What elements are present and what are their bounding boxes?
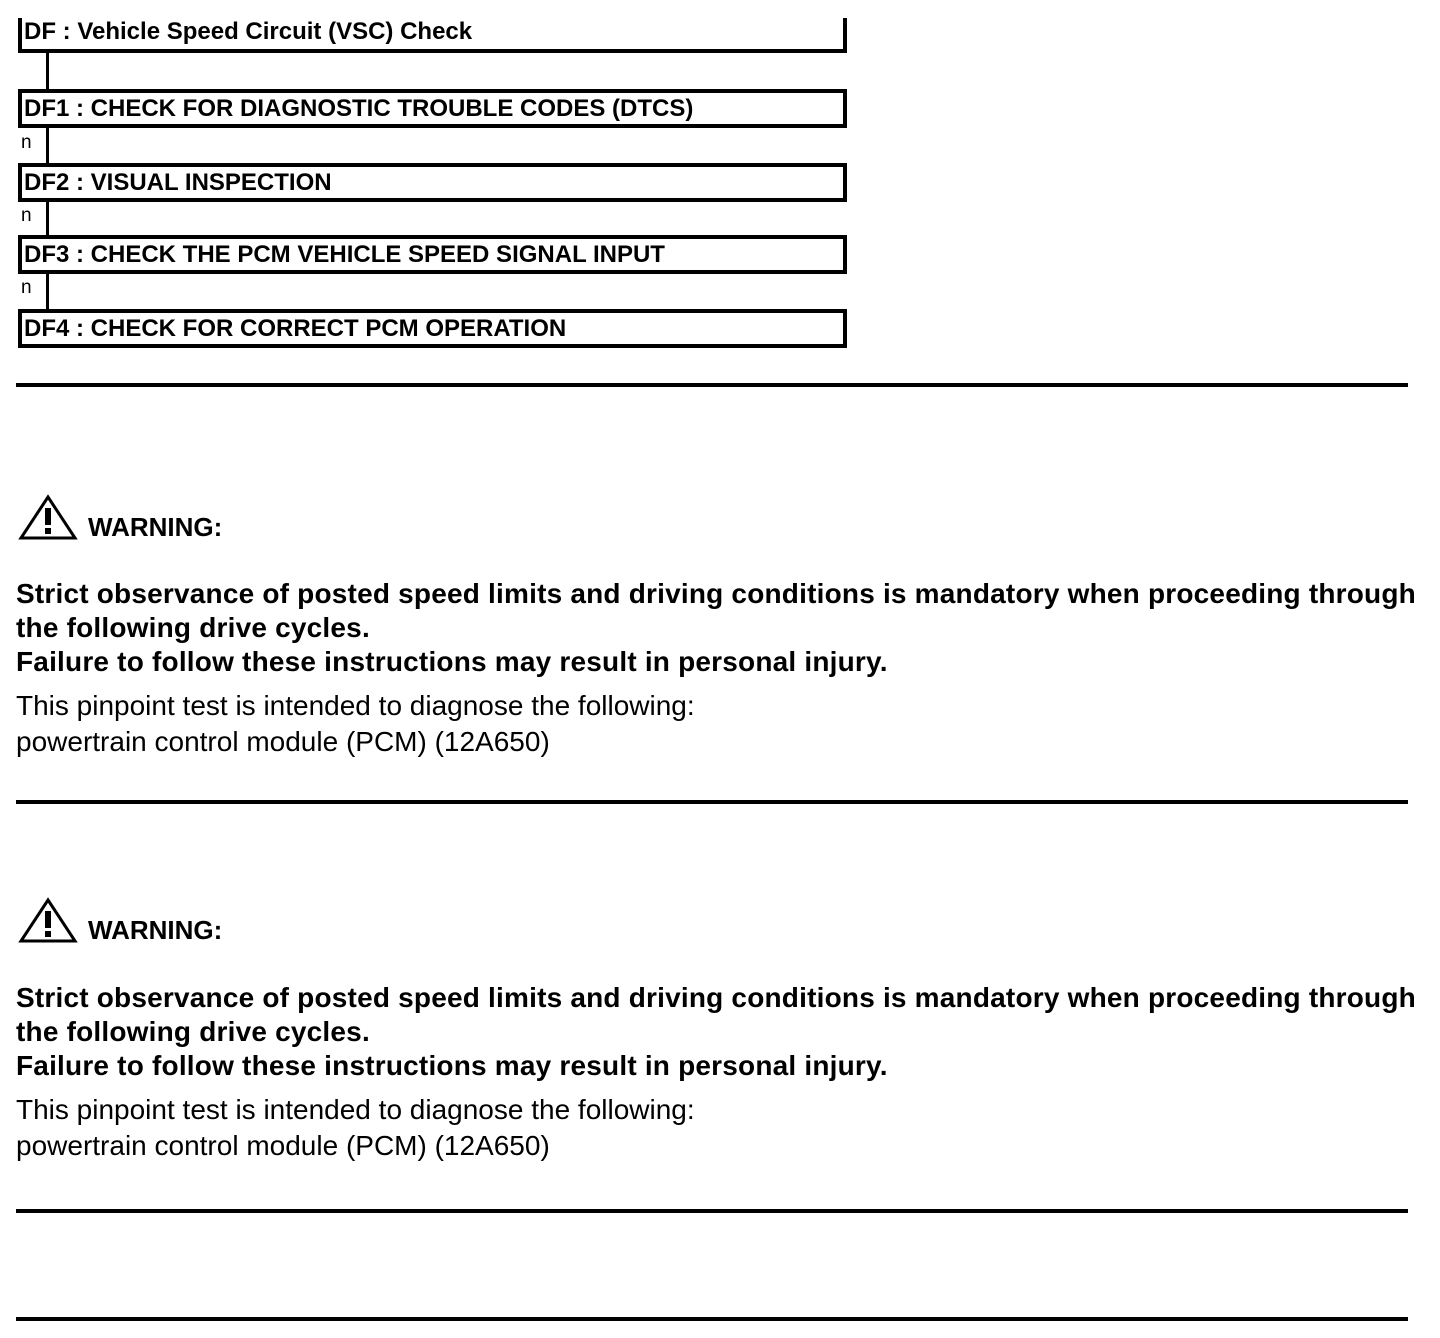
- warning-line: Failure to follow these instructions may result in personal injury.: [16, 646, 888, 677]
- info-item: powertrain control module (PCM) (12A650): [16, 1130, 550, 1161]
- divider: [16, 800, 1408, 804]
- warning-title: WARNING:: [88, 915, 223, 945]
- flow-step-df1: DF1 : CHECK FOR DIAGNOSTIC TROUBLE CODES (DTCS): [18, 89, 847, 128]
- warning-triangle-icon: [18, 494, 78, 542]
- flow-connector: [46, 53, 49, 92]
- connector-label: n: [21, 132, 32, 153]
- warning-text: [16, 577, 1416, 679]
- info-intro: This pinpoint test is intended to diagnose the following:: [16, 1094, 695, 1125]
- warning-line: Strict observance of posted speed limits and driving conditions is mandatory when proceeding through the following drive cycles.: [16, 982, 1416, 1047]
- warning-line: Failure to follow these instructions may result in personal injury.: [16, 1050, 888, 1081]
- divider: [16, 1209, 1408, 1213]
- flow-step-df3: DF3 : CHECK THE PCM VEHICLE SPEED SIGNAL INPUT: [18, 235, 847, 274]
- pinpoint-info: [16, 688, 1416, 760]
- warning-header: [18, 893, 222, 945]
- flow-connector: [46, 125, 49, 165]
- divider: [16, 1317, 1408, 1321]
- pinpoint-info: [16, 1092, 1416, 1164]
- warning-title: WARNING:: [88, 512, 223, 542]
- info-intro: This pinpoint test is intended to diagnose the following:: [16, 690, 695, 721]
- warning-header: [18, 490, 222, 542]
- info-item: powertrain control module (PCM) (12A650): [16, 726, 550, 757]
- connector-label: n: [21, 277, 32, 298]
- warning-triangle-icon: [18, 897, 78, 945]
- flowchart-header: DF : Vehicle Speed Circuit (VSC) Check: [18, 18, 847, 53]
- flow-step-df2: DF2 : VISUAL INSPECTION: [18, 163, 847, 202]
- flow-connector: [46, 271, 49, 311]
- flow-step-df4: DF4 : CHECK FOR CORRECT PCM OPERATION: [18, 309, 847, 348]
- connector-label: n: [21, 205, 32, 226]
- flow-connector: [46, 199, 49, 237]
- warning-text: [16, 981, 1416, 1083]
- warning-line: Strict observance of posted speed limits and driving conditions is mandatory when proceeding through the following drive cycles.: [16, 578, 1416, 643]
- divider: [16, 383, 1408, 387]
